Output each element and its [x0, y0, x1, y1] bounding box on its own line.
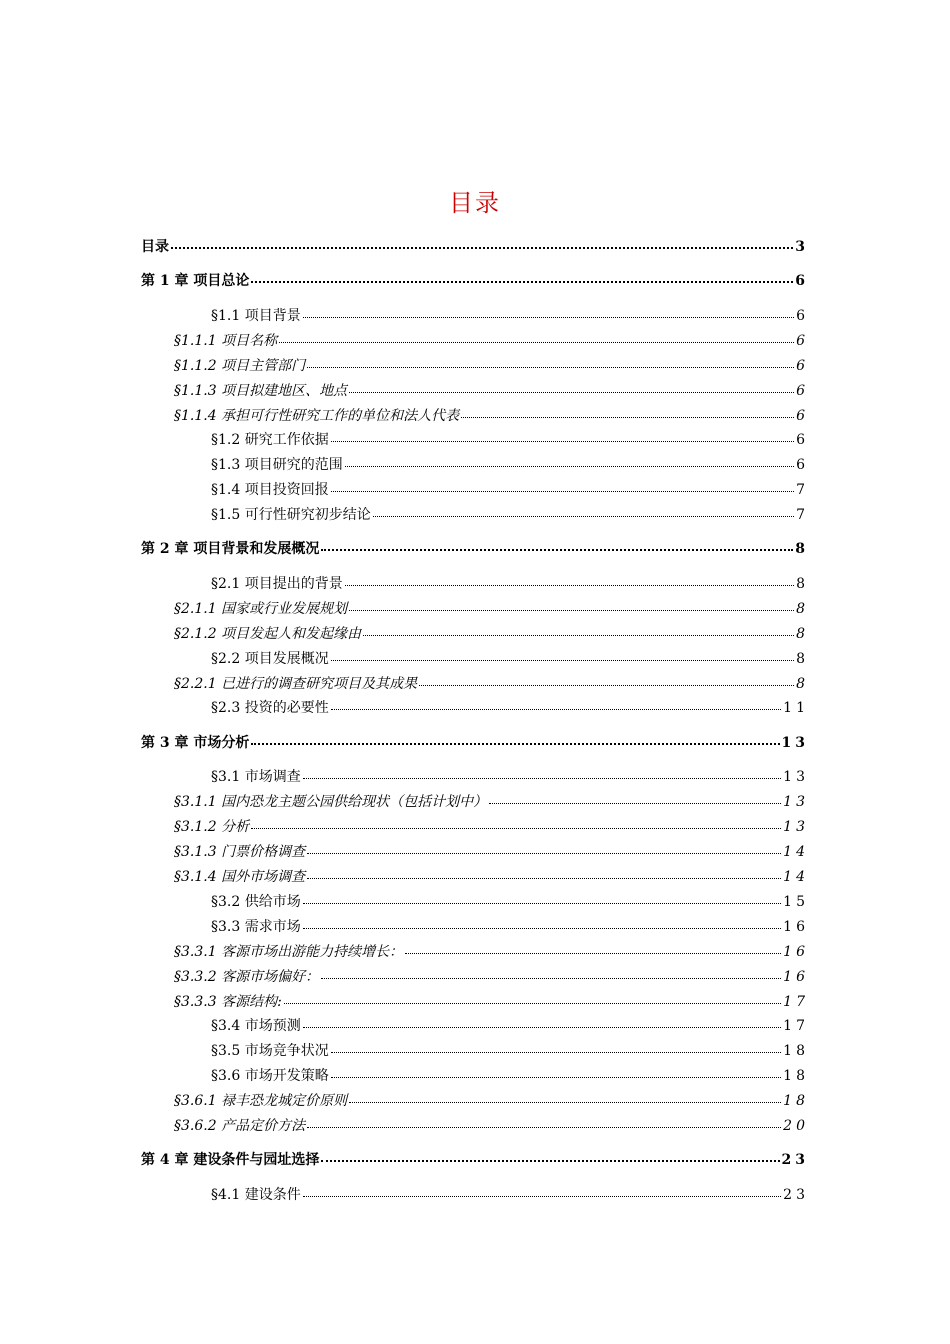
toc-page-number: 23 — [781, 1152, 809, 1168]
toc-page-number: 6 — [796, 457, 809, 473]
toc-entry-label: §2.1.2 项目发起人和发起缘由 — [174, 626, 362, 642]
toc-entry-label: §2.1 项目提出的背景 — [211, 576, 343, 592]
toc-page-number: 17 — [783, 1018, 809, 1034]
dot-leader — [331, 1065, 781, 1078]
dot-leader — [284, 991, 781, 1004]
toc-section-entry[interactable] — [211, 1041, 809, 1061]
dot-leader — [405, 941, 781, 954]
toc-section-entry[interactable] — [174, 331, 809, 351]
toc-entry-label: §3.5 市场竞争状况 — [211, 1043, 329, 1059]
toc-section-entry[interactable] — [174, 406, 809, 426]
toc-page-number: 3 — [795, 239, 809, 255]
toc-entry-label: §3.1.3 门票价格调查 — [174, 844, 306, 860]
toc-section-entry[interactable] — [174, 992, 809, 1012]
toc-page-number: 8 — [796, 601, 809, 617]
dot-leader — [303, 1184, 781, 1197]
toc-section-entry[interactable] — [211, 455, 809, 475]
toc-section-entry[interactable] — [211, 1185, 809, 1205]
toc-section-entry[interactable] — [211, 430, 809, 450]
dot-leader — [345, 573, 794, 586]
toc-page-number: 13 — [781, 735, 809, 751]
toc-entry-label: §3.1.1 国内恐龙主题公园供给现状（包括计划中） — [174, 794, 488, 810]
toc-section-entry[interactable] — [211, 574, 809, 594]
toc-entry-label: §4.1 建设条件 — [211, 1187, 301, 1203]
toc-section-entry[interactable] — [211, 698, 809, 718]
toc-page-number: 13 — [783, 819, 809, 835]
toc-section-entry[interactable] — [211, 892, 809, 912]
toc-page-number: 15 — [783, 894, 809, 910]
toc-entry-label: §2.3 投资的必要性 — [211, 700, 329, 716]
toc-entry-label: §1.5 可行性研究初步结论 — [211, 507, 371, 523]
toc-entry-label: §3.3.2 客源市场偏好： — [174, 969, 320, 985]
toc-section-entry[interactable] — [174, 674, 809, 694]
dot-leader — [349, 1090, 781, 1103]
toc-page-number: 18 — [783, 1068, 809, 1084]
dot-leader — [373, 504, 794, 517]
dot-leader — [321, 1148, 779, 1162]
toc-chapter-entry[interactable] — [141, 733, 809, 753]
dot-leader — [331, 697, 781, 710]
dot-leader — [345, 454, 794, 467]
toc-entry-label: 第 2 章 项目背景和发展概况 — [141, 541, 320, 557]
toc-page-number: 6 — [795, 273, 809, 289]
toc-entry-label: 第 4 章 建设条件与园址选择 — [141, 1152, 320, 1168]
toc-entry-label: §3.6 市场开发策略 — [211, 1068, 329, 1084]
toc-entry-label: §1.4 项目投资回报 — [211, 482, 329, 498]
toc-page-number: 6 — [796, 358, 809, 374]
toc-page-number: 13 — [783, 769, 809, 785]
toc-entry-label: §2.2 项目发展概况 — [211, 651, 329, 667]
toc-section-entry[interactable] — [174, 817, 809, 837]
toc-chapter-entry[interactable] — [141, 237, 809, 257]
dot-leader — [171, 235, 793, 249]
toc-entry-label: §3.4 市场预测 — [211, 1018, 301, 1034]
toc-section-entry[interactable] — [174, 792, 809, 812]
toc-entry-label: §1.1.1 项目名称 — [174, 333, 278, 349]
toc-page-number: 8 — [796, 626, 809, 642]
toc-entry-label: §1.2 研究工作依据 — [211, 432, 329, 448]
dot-leader — [331, 479, 794, 492]
toc-entry-label: §3.3.3 客源结构: — [174, 994, 282, 1010]
toc-page-number: 6 — [796, 333, 809, 349]
dot-leader — [307, 1115, 781, 1128]
toc-page-number: 6 — [796, 408, 809, 424]
dot-leader — [419, 673, 794, 686]
toc-page-number: 7 — [796, 482, 809, 498]
toc-page-number: 8 — [795, 541, 809, 557]
toc-page-number: 14 — [783, 844, 809, 860]
dot-leader — [303, 891, 781, 904]
toc-entry-label: §3.6.2 产品定价方法 — [174, 1118, 306, 1134]
toc-section-entry[interactable] — [174, 599, 809, 619]
toc-section-entry[interactable] — [211, 917, 809, 937]
toc-section-entry[interactable] — [174, 356, 809, 376]
toc-chapter-entry[interactable] — [141, 539, 809, 559]
dot-leader — [279, 330, 794, 343]
toc-section-entry[interactable] — [174, 842, 809, 862]
toc-page-number: 8 — [796, 676, 809, 692]
toc-page-number: 6 — [796, 308, 809, 324]
toc-chapter-entry[interactable] — [141, 271, 809, 291]
dot-leader — [321, 537, 793, 551]
toc-page-number: 8 — [796, 651, 809, 667]
dot-leader — [303, 1015, 781, 1028]
toc-page-number: 11 — [783, 700, 809, 716]
toc-entry-label: §1.1.4 承担可行性研究工作的单位和法人代表 — [174, 408, 460, 424]
dot-leader — [307, 355, 794, 368]
dot-leader — [349, 380, 794, 393]
toc-section-entry[interactable] — [211, 1066, 809, 1086]
toc-entry-label: 第 3 章 市场分析 — [141, 735, 250, 751]
toc-section-entry[interactable] — [211, 767, 809, 787]
dot-leader — [307, 866, 781, 879]
toc-page-number: 18 — [783, 1043, 809, 1059]
toc-entry-label: §1.1 项目背景 — [211, 308, 301, 324]
toc-entry-label: §2.1.1 国家或行业发展规划 — [174, 601, 348, 617]
toc-page-number: 16 — [783, 969, 809, 985]
toc-entry-label: §3.3.1 客源市场出游能力持续增长： — [174, 944, 404, 960]
toc-entry-label: §3.3 需求市场 — [211, 919, 301, 935]
dot-leader — [331, 429, 794, 442]
toc-page-number: 18 — [783, 1093, 809, 1109]
toc-page-number: 20 — [783, 1118, 809, 1134]
toc-page-number: 16 — [783, 919, 809, 935]
dot-leader — [331, 1040, 781, 1053]
toc-page-number: 13 — [783, 794, 809, 810]
dot-leader — [349, 598, 794, 611]
toc-entry-label: §3.2 供给市场 — [211, 894, 301, 910]
toc-entry-label: §3.1.4 国外市场调查 — [174, 869, 306, 885]
toc-title: 目录 — [449, 189, 501, 217]
toc-page-number: 7 — [796, 507, 809, 523]
dot-leader — [303, 916, 781, 929]
dot-leader — [307, 841, 781, 854]
toc-page-number: 6 — [796, 383, 809, 399]
dot-leader — [331, 648, 794, 661]
toc-section-entry[interactable] — [174, 624, 809, 644]
toc-entry-label: 第 1 章 项目总论 — [141, 273, 250, 289]
toc-section-entry[interactable] — [211, 306, 809, 326]
toc-entry-label: §2.2.1 已进行的调查研究项目及其成果 — [174, 676, 418, 692]
toc-section-entry[interactable] — [211, 480, 809, 500]
toc-section-entry[interactable] — [174, 867, 809, 887]
toc-chapter-entry[interactable] — [141, 1150, 809, 1170]
toc-section-entry[interactable] — [174, 1116, 809, 1136]
toc-section-entry[interactable] — [211, 649, 809, 669]
toc-entry-label: §1.1.2 项目主管部门 — [174, 358, 306, 374]
dot-leader — [303, 305, 794, 318]
toc-page-number: 17 — [783, 994, 809, 1010]
toc-entry-label: §3.6.1 禄丰恐龙城定价原则 — [174, 1093, 348, 1109]
dot-leader — [363, 623, 794, 636]
dot-leader — [251, 816, 781, 829]
toc-entry-label: §1.1.3 项目拟建地区、地点 — [174, 383, 348, 399]
dot-leader — [461, 405, 794, 418]
toc-section-entry[interactable] — [174, 942, 809, 962]
dot-leader — [303, 766, 781, 779]
toc-section-entry[interactable] — [174, 1091, 809, 1111]
toc-page-number: 14 — [783, 869, 809, 885]
toc-entry-label: 目录 — [141, 239, 169, 255]
toc-page-number: 6 — [796, 432, 809, 448]
toc-section-entry[interactable] — [174, 967, 809, 987]
dot-leader — [251, 731, 779, 745]
dot-leader — [251, 269, 793, 283]
toc-section-entry[interactable] — [211, 505, 809, 525]
dot-leader — [489, 791, 781, 804]
toc-page-number: 23 — [783, 1187, 809, 1203]
toc-entry-label: §1.3 项目研究的范围 — [211, 457, 343, 473]
toc-page-number: 8 — [796, 576, 809, 592]
toc-section-entry[interactable] — [174, 381, 809, 401]
toc-page-number: 16 — [783, 944, 809, 960]
toc-entry-label: §3.1 市场调查 — [211, 769, 301, 785]
toc-entry-label: §3.1.2 分析 — [174, 819, 250, 835]
toc-section-entry[interactable] — [211, 1016, 809, 1036]
dot-leader — [321, 966, 781, 979]
